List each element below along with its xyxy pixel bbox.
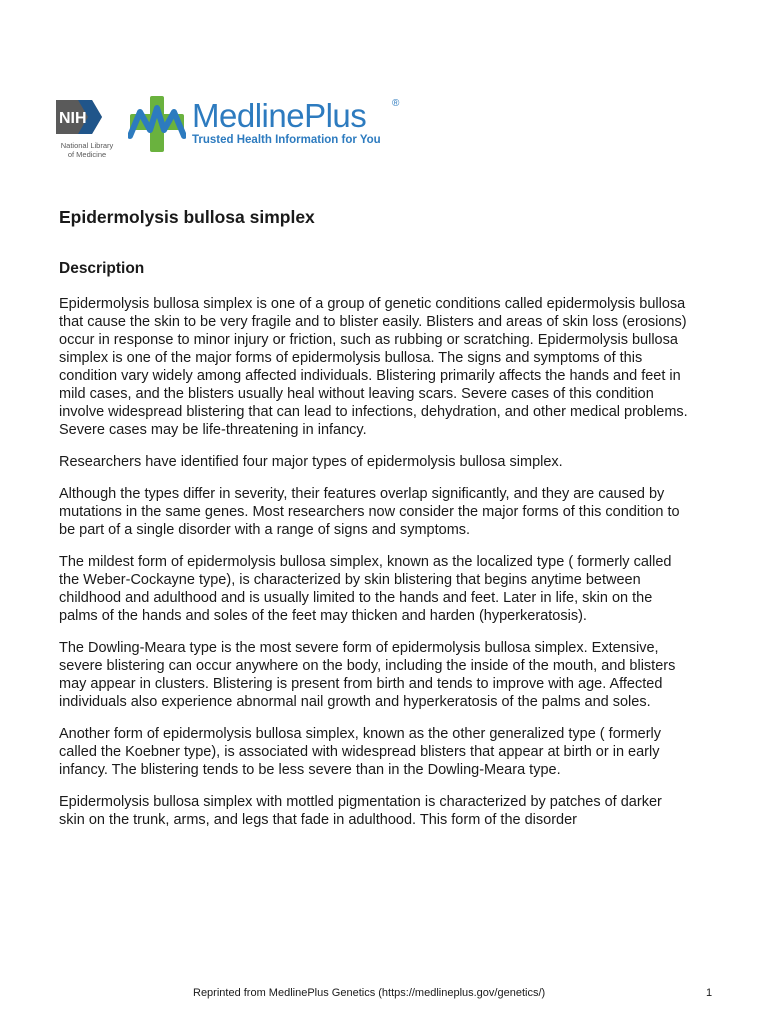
nih-label: NIH — [59, 110, 87, 127]
paragraph: Although the types differ in severity, their features overlap significantly, and they are caused by mutations in the same genes. Most researchers now consider the major forms of this condition to be part of a single disorder with a range of signs and symptoms. — [59, 486, 680, 538]
medlineplus-tagline: Trusted Health Information for You — [192, 134, 381, 146]
medlineplus-logo-icon — [128, 96, 186, 152]
nih-subtext-line-2: of Medicine — [67, 150, 107, 159]
nih-logo-mark — [56, 100, 102, 134]
footer-reprint-text: Reprinted from MedlinePlus Genetics (https://medlineplus.gov/genetics/) — [193, 987, 546, 999]
page-title: Epidermolysis bullosa simplex — [59, 207, 315, 227]
paragraph: Researchers have identified four major types of epidermolysis bullosa simplex. — [59, 454, 563, 470]
paragraph: Epidermolysis bullosa simplex with mottled pigmentation is characterized by patches of darker skin on the trunk, arms, and legs that fade in adulthood. This form of the disorder — [59, 794, 662, 828]
page-number: 1 — [706, 987, 713, 999]
section-heading-description: Description — [59, 260, 145, 277]
nih-logo — [56, 100, 118, 166]
paragraph: The mildest form of epidermolysis bullosa simplex, known as the localized type ( formerly called the Weber-Cockayne type), is characterized by skin blistering that begins anytime between childhood and adulthood and is usually limited to the hands and feet. Later in life, skin on the palms of the hands and soles of the feet may thicken and harden (hyperkeratosis). — [59, 554, 672, 624]
nih-subtext-line-1: National Library — [60, 141, 114, 150]
registered-mark: ® — [392, 98, 400, 109]
paragraph: The Dowling-Meara type is the most severe form of epidermolysis bullosa simplex. Extensive, severe blistering can occur anywhere on the body, including the inside of the mouth, and blisters may appear in clusters. Blistering is present from birth and tends to improve with age. Affected individuals also experience abnormal nail growth and hyperkeratosis of the palms and soles. — [59, 640, 676, 710]
paragraph: Epidermolysis bullosa simplex is one of a group of genetic conditions called epidermolysis bullosa that cause the skin to be very fragile and to blister easily. Blisters and areas of skin loss (erosions) occur in response to minor injury or friction, such as rubbing or scratching. Epidermolysis bullosa simplex is one of the major forms of epidermolysis bullosa. The signs and symptoms of this condition vary widely among affected individuals. Blistering primarily affects the hands and feet in mild cases, and the blisters usually heal without leaving scars. Severe cases of this condition involve widespread blistering that can lead to infections, dehydration, and other medical problems. Severe cases may be life-threatening in infancy. — [59, 296, 688, 438]
paragraph: Another form of epidermolysis bullosa simplex, known as the other generalized type ( formerly called the Koebner type), is associated with widespread blisters that appear at birth or in early infancy. The blistering tends to be less severe than in the Dowling-Meara type. — [59, 726, 662, 778]
medlineplus-wordmark: MedlinePlus — [192, 97, 367, 134]
document-body — [59, 206, 689, 843]
document-header — [56, 96, 436, 166]
